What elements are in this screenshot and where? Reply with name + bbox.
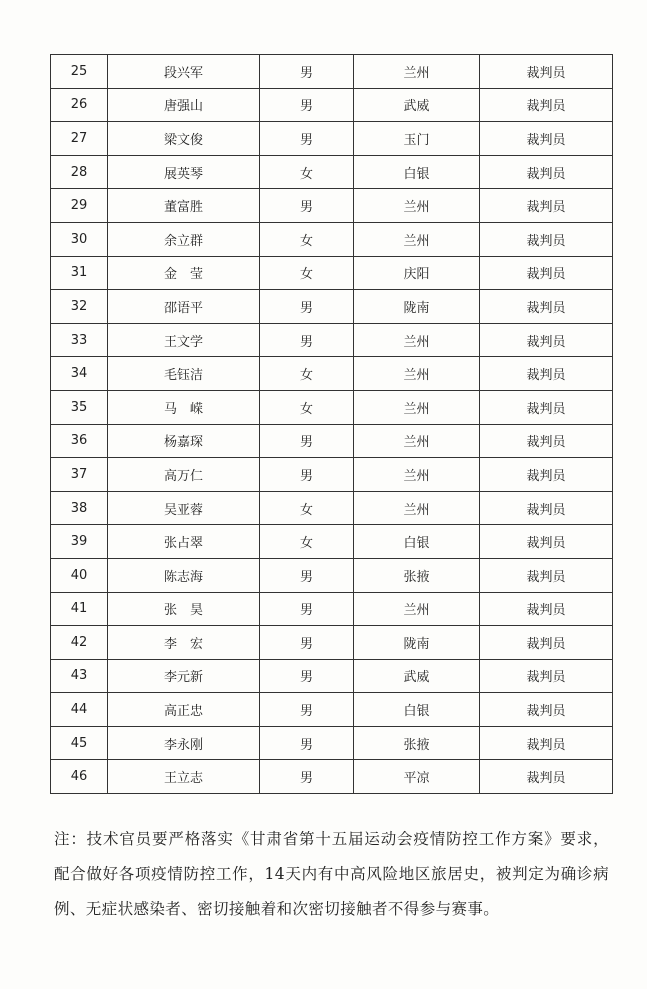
row-number-cell: 26 bbox=[51, 88, 108, 122]
role-cell: 裁判员 bbox=[480, 626, 613, 660]
gender-cell: 男 bbox=[260, 55, 354, 89]
roster-body bbox=[51, 55, 613, 794]
city-cell: 白银 bbox=[354, 693, 480, 727]
row-number-cell: 44 bbox=[51, 693, 108, 727]
role-cell: 裁判员 bbox=[480, 659, 613, 693]
row-number-cell: 35 bbox=[51, 390, 108, 424]
role-cell: 裁判员 bbox=[480, 256, 613, 290]
role-cell: 裁判员 bbox=[480, 155, 613, 189]
city-cell: 武威 bbox=[354, 659, 480, 693]
role-cell: 裁判员 bbox=[480, 189, 613, 223]
person-name-cell: 陈志海 bbox=[108, 558, 260, 592]
role-cell: 裁判员 bbox=[480, 55, 613, 89]
gender-cell: 女 bbox=[260, 525, 354, 559]
role-cell: 裁判员 bbox=[480, 491, 613, 525]
person-name-cell: 梁文俊 bbox=[108, 122, 260, 156]
person-name-cell: 金 莹 bbox=[108, 256, 260, 290]
table-row bbox=[51, 88, 613, 122]
city-cell: 陇南 bbox=[354, 626, 480, 660]
person-name-cell: 吴亚蓉 bbox=[108, 491, 260, 525]
city-cell: 兰州 bbox=[354, 189, 480, 223]
row-number-cell: 43 bbox=[51, 659, 108, 693]
row-number-cell: 42 bbox=[51, 626, 108, 660]
gender-cell: 男 bbox=[260, 592, 354, 626]
row-number-cell: 33 bbox=[51, 323, 108, 357]
city-cell: 张掖 bbox=[354, 726, 480, 760]
gender-cell: 男 bbox=[260, 122, 354, 156]
table-row bbox=[51, 424, 613, 458]
person-name-cell: 毛钰洁 bbox=[108, 357, 260, 391]
table-row bbox=[51, 458, 613, 492]
gender-cell: 男 bbox=[260, 424, 354, 458]
city-cell: 兰州 bbox=[354, 390, 480, 424]
gender-cell: 男 bbox=[260, 626, 354, 660]
table-row bbox=[51, 155, 613, 189]
person-name-cell: 段兴军 bbox=[108, 55, 260, 89]
city-cell: 兰州 bbox=[354, 222, 480, 256]
table-row bbox=[51, 122, 613, 156]
person-name-cell: 高正忠 bbox=[108, 693, 260, 727]
gender-cell: 女 bbox=[260, 155, 354, 189]
city-cell: 兰州 bbox=[354, 592, 480, 626]
gender-cell: 女 bbox=[260, 256, 354, 290]
gender-cell: 男 bbox=[260, 693, 354, 727]
gender-cell: 男 bbox=[260, 558, 354, 592]
person-name-cell: 王立志 bbox=[108, 760, 260, 794]
table-row bbox=[51, 290, 613, 324]
table-row bbox=[51, 222, 613, 256]
city-cell: 兰州 bbox=[354, 458, 480, 492]
city-cell: 兰州 bbox=[354, 55, 480, 89]
row-number-cell: 25 bbox=[51, 55, 108, 89]
role-cell: 裁判员 bbox=[480, 726, 613, 760]
gender-cell: 男 bbox=[260, 760, 354, 794]
table-row bbox=[51, 189, 613, 223]
gender-cell: 男 bbox=[260, 458, 354, 492]
table-row bbox=[51, 558, 613, 592]
gender-cell: 男 bbox=[260, 323, 354, 357]
person-name-cell: 马 嵘 bbox=[108, 390, 260, 424]
row-number-cell: 28 bbox=[51, 155, 108, 189]
row-number-cell: 29 bbox=[51, 189, 108, 223]
row-number-cell: 41 bbox=[51, 592, 108, 626]
city-cell: 兰州 bbox=[354, 357, 480, 391]
note-paragraph: 注：技术官员要严格落实《甘肃省第十五届运动会疫情防控工作方案》要求，配合做好各项疫情防控工作，14天内有中高风险地区旅居史，被判定为确诊病例、无症状感染者、密切接触着和次密切接触者不得参与赛事。 bbox=[54, 829, 609, 918]
person-name-cell: 余立群 bbox=[108, 222, 260, 256]
row-number-cell: 39 bbox=[51, 525, 108, 559]
person-name-cell: 张占翠 bbox=[108, 525, 260, 559]
person-name-cell: 李元新 bbox=[108, 659, 260, 693]
gender-cell: 男 bbox=[260, 726, 354, 760]
table-row bbox=[51, 525, 613, 559]
person-name-cell: 董富胜 bbox=[108, 189, 260, 223]
person-name-cell: 张 昊 bbox=[108, 592, 260, 626]
row-number-cell: 30 bbox=[51, 222, 108, 256]
row-number-cell: 31 bbox=[51, 256, 108, 290]
table-row bbox=[51, 659, 613, 693]
city-cell: 兰州 bbox=[354, 323, 480, 357]
table-row bbox=[51, 357, 613, 391]
person-name-cell: 高万仁 bbox=[108, 458, 260, 492]
role-cell: 裁判员 bbox=[480, 693, 613, 727]
role-cell: 裁判员 bbox=[480, 525, 613, 559]
row-number-cell: 37 bbox=[51, 458, 108, 492]
role-cell: 裁判员 bbox=[480, 558, 613, 592]
city-cell: 兰州 bbox=[354, 424, 480, 458]
role-cell: 裁判员 bbox=[480, 122, 613, 156]
person-name-cell: 展英琴 bbox=[108, 155, 260, 189]
city-cell: 张掖 bbox=[354, 558, 480, 592]
row-number-cell: 36 bbox=[51, 424, 108, 458]
gender-cell: 男 bbox=[260, 290, 354, 324]
row-number-cell: 38 bbox=[51, 491, 108, 525]
row-number-cell: 45 bbox=[51, 726, 108, 760]
person-name-cell: 李永刚 bbox=[108, 726, 260, 760]
city-cell: 庆阳 bbox=[354, 256, 480, 290]
gender-cell: 女 bbox=[260, 222, 354, 256]
role-cell: 裁判员 bbox=[480, 222, 613, 256]
role-cell: 裁判员 bbox=[480, 357, 613, 391]
city-cell: 陇南 bbox=[354, 290, 480, 324]
table-row bbox=[51, 55, 613, 89]
city-cell: 兰州 bbox=[354, 491, 480, 525]
table-row bbox=[51, 390, 613, 424]
gender-cell: 男 bbox=[260, 189, 354, 223]
table-row bbox=[51, 693, 613, 727]
city-cell: 武威 bbox=[354, 88, 480, 122]
role-cell: 裁判员 bbox=[480, 390, 613, 424]
city-cell: 玉门 bbox=[354, 122, 480, 156]
row-number-cell: 27 bbox=[51, 122, 108, 156]
person-name-cell: 李 宏 bbox=[108, 626, 260, 660]
role-cell: 裁判员 bbox=[480, 458, 613, 492]
gender-cell: 女 bbox=[260, 491, 354, 525]
table-row bbox=[51, 726, 613, 760]
city-cell: 白银 bbox=[354, 155, 480, 189]
row-number-cell: 32 bbox=[51, 290, 108, 324]
table-row bbox=[51, 626, 613, 660]
role-cell: 裁判员 bbox=[480, 290, 613, 324]
person-name-cell: 唐强山 bbox=[108, 88, 260, 122]
role-cell: 裁判员 bbox=[480, 323, 613, 357]
table-row bbox=[51, 760, 613, 794]
role-cell: 裁判员 bbox=[480, 424, 613, 458]
table-row bbox=[51, 323, 613, 357]
gender-cell: 男 bbox=[260, 88, 354, 122]
gender-cell: 女 bbox=[260, 390, 354, 424]
person-name-cell: 王文学 bbox=[108, 323, 260, 357]
row-number-cell: 34 bbox=[51, 357, 108, 391]
role-cell: 裁判员 bbox=[480, 592, 613, 626]
city-cell: 白银 bbox=[354, 525, 480, 559]
person-name-cell: 杨嘉琛 bbox=[108, 424, 260, 458]
row-number-cell: 46 bbox=[51, 760, 108, 794]
table-row bbox=[51, 592, 613, 626]
person-name-cell: 邵语平 bbox=[108, 290, 260, 324]
gender-cell: 女 bbox=[260, 357, 354, 391]
table-row bbox=[51, 256, 613, 290]
table-row bbox=[51, 491, 613, 525]
role-cell: 裁判员 bbox=[480, 88, 613, 122]
gender-cell: 男 bbox=[260, 659, 354, 693]
role-cell: 裁判员 bbox=[480, 760, 613, 794]
roster-table bbox=[50, 54, 613, 794]
row-number-cell: 40 bbox=[51, 558, 108, 592]
city-cell: 平凉 bbox=[354, 760, 480, 794]
